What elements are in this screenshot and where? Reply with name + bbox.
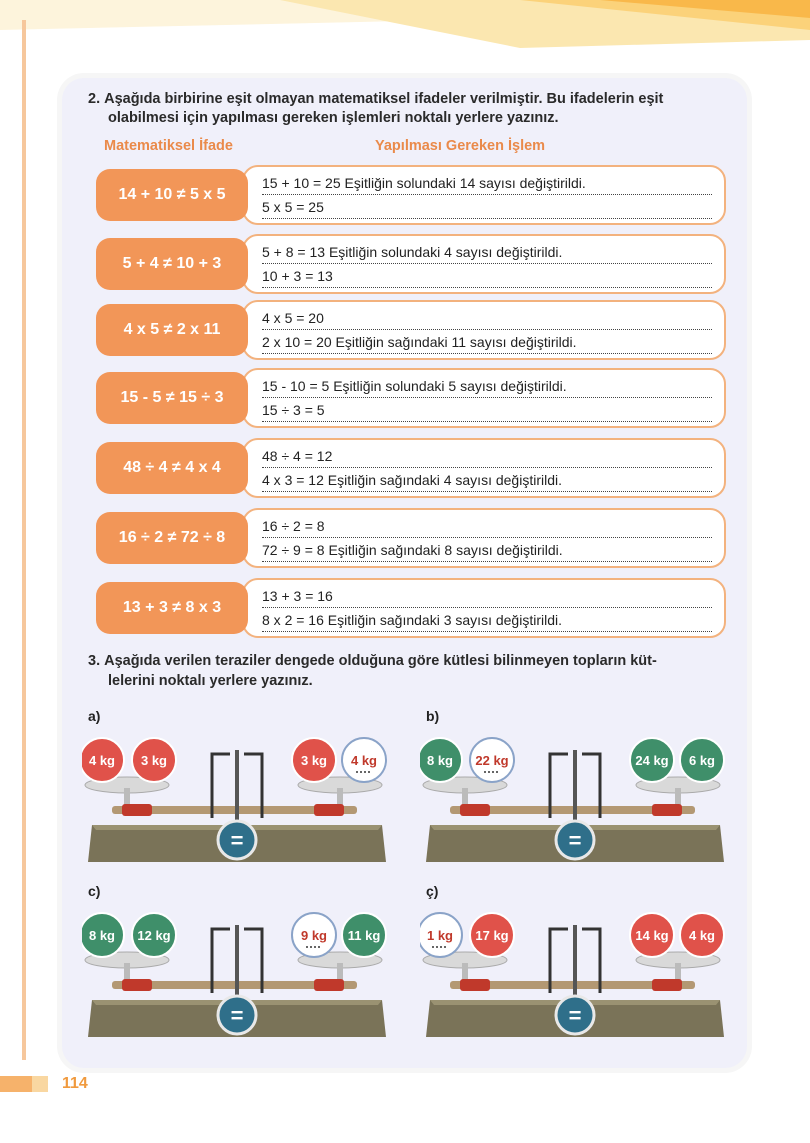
ball-weight-label: 14 kg (635, 928, 669, 943)
ball-weight-label: 4 kg (688, 928, 716, 943)
question-2-line2: olabilmesi için yapılması gereken işlemleri noktalı yerlere yazınız. (108, 110, 559, 126)
center-needle (573, 750, 577, 830)
question-3-line1: Aşağıda verilen teraziler dengede olduğuna göre kütlesi bilinmeyen topların küt- (104, 653, 657, 669)
expression-row (92, 300, 726, 360)
left-margin-stripe (22, 20, 26, 1060)
answer-box (242, 578, 726, 638)
answer-line-2[interactable]: 15 ÷ 3 = 5 (262, 400, 712, 422)
ball-weight-label: 8 kg (426, 753, 454, 768)
center-needle (235, 750, 239, 830)
question-3-text (88, 652, 657, 671)
equal-sign: = (230, 828, 244, 853)
question-3-line2: lelerini noktalı yerlere yazınız. (108, 673, 313, 689)
scale-drawing (420, 905, 730, 1055)
answer-line-1[interactable]: 48 ÷ 4 = 12 (262, 446, 712, 468)
left-beam-weight (460, 804, 490, 816)
column-header-operation: Yapılması Gereken İşlem (375, 138, 546, 154)
scale-label: a) (88, 708, 101, 724)
scale-label: c) (88, 883, 101, 899)
header-stripes (0, 0, 810, 60)
answer-box (242, 508, 726, 568)
right-beam-weight (652, 804, 682, 816)
question-2-number: 2. (88, 91, 101, 107)
ball-weight-label: 1 kg (426, 928, 454, 943)
ball-weight-label: 12 kg (137, 928, 171, 943)
scale-label: ç) (426, 883, 439, 899)
answer-box (242, 300, 726, 360)
answer-line-2[interactable]: 5 x 5 = 25 (262, 197, 712, 219)
left-beam-weight (122, 979, 152, 991)
ball-weight-label: 24 kg (635, 753, 669, 768)
answer-box (242, 438, 726, 498)
balance-scale (82, 730, 392, 880)
equal-sign: = (568, 828, 582, 853)
center-needle (235, 925, 239, 1005)
equal-sign: = (230, 1003, 244, 1028)
answer-line-1[interactable]: 4 x 5 = 20 (262, 308, 712, 330)
expression-row (92, 234, 726, 294)
left-beam-weight (460, 979, 490, 991)
balance-scale (420, 905, 730, 1055)
top-decoration (0, 0, 810, 60)
expression-pill: 13 + 3 ≠ 8 x 3 (96, 582, 248, 634)
answer-line-2[interactable]: 72 ÷ 9 = 8 Eşitliğin sağındaki 8 sayısı değiştirildi. (262, 540, 712, 562)
ball-weight-label: 9 kg (300, 928, 328, 943)
answer-line-2[interactable]: 8 x 2 = 16 Eşitliğin sağındaki 3 sayısı değiştirildi. (262, 610, 712, 632)
ball-weight-label: 4 kg (350, 753, 378, 768)
ball-weight-label: 22 kg (475, 753, 509, 768)
answer-line-2[interactable]: 10 + 3 = 13 (262, 266, 712, 288)
expression-pill: 5 + 4 ≠ 10 + 3 (96, 238, 248, 290)
question-2-text (88, 90, 663, 109)
answer-line-2[interactable]: 2 x 10 = 20 Eşitliğin sağındaki 11 sayısı değiştirildi. (262, 332, 712, 354)
ball-weight-label: 4 kg (88, 753, 116, 768)
expression-pill: 4 x 5 ≠ 2 x 11 (96, 304, 248, 356)
expression-row (92, 438, 726, 498)
answer-line-1[interactable]: 13 + 3 = 16 (262, 586, 712, 608)
expression-row (92, 508, 726, 568)
question-2-line1: Aşağıda birbirine eşit olmayan matematiksel ifadeler verilmiştir. Bu ifadelerin eşit (104, 91, 664, 107)
question-3-number: 3. (88, 653, 101, 669)
page-number: 114 (62, 1075, 88, 1092)
answer-line-1[interactable]: 15 - 10 = 5 Eşitliğin solundaki 5 sayısı değiştirildi. (262, 376, 712, 398)
expression-row (92, 165, 726, 225)
balance-scale (82, 905, 392, 1055)
column-header-expression: Matematiksel İfade (104, 138, 233, 154)
expression-row (92, 578, 726, 638)
equal-sign: = (568, 1003, 582, 1028)
scale-label: b) (426, 708, 440, 724)
answer-line-1[interactable]: 5 + 8 = 13 Eşitliğin solundaki 4 sayısı değiştirildi. (262, 242, 712, 264)
right-beam-weight (314, 979, 344, 991)
answer-box (242, 368, 726, 428)
expression-row (92, 368, 726, 428)
footer-bar-light (32, 1076, 48, 1092)
ball-weight-label: 3 kg (300, 753, 328, 768)
balance-scale (420, 730, 730, 880)
expression-pill: 48 ÷ 4 ≠ 4 x 4 (96, 442, 248, 494)
ball-weight-label: 3 kg (140, 753, 168, 768)
scale-drawing (82, 905, 392, 1055)
scale-drawing (420, 730, 730, 880)
answer-line-1[interactable]: 16 ÷ 2 = 8 (262, 516, 712, 538)
left-beam-weight (122, 804, 152, 816)
scale-drawing (82, 730, 392, 880)
answer-line-1[interactable]: 15 + 10 = 25 Eşitliğin solundaki 14 sayısı değiştirildi. (262, 173, 712, 195)
answer-line-2[interactable]: 4 x 3 = 12 Eşitliğin sağındaki 4 sayısı değiştirildi. (262, 470, 712, 492)
answer-box (242, 234, 726, 294)
ball-weight-label: 8 kg (88, 928, 116, 943)
expression-pill: 14 + 10 ≠ 5 x 5 (96, 169, 248, 221)
ball-weight-label: 6 kg (688, 753, 716, 768)
expression-pill: 16 ÷ 2 ≠ 72 ÷ 8 (96, 512, 248, 564)
ball-weight-label: 11 kg (347, 928, 381, 943)
ball-weight-label: 17 kg (475, 928, 509, 943)
answer-box (242, 165, 726, 225)
expression-pill: 15 - 5 ≠ 15 ÷ 3 (96, 372, 248, 424)
center-needle (573, 925, 577, 1005)
right-beam-weight (652, 979, 682, 991)
right-beam-weight (314, 804, 344, 816)
